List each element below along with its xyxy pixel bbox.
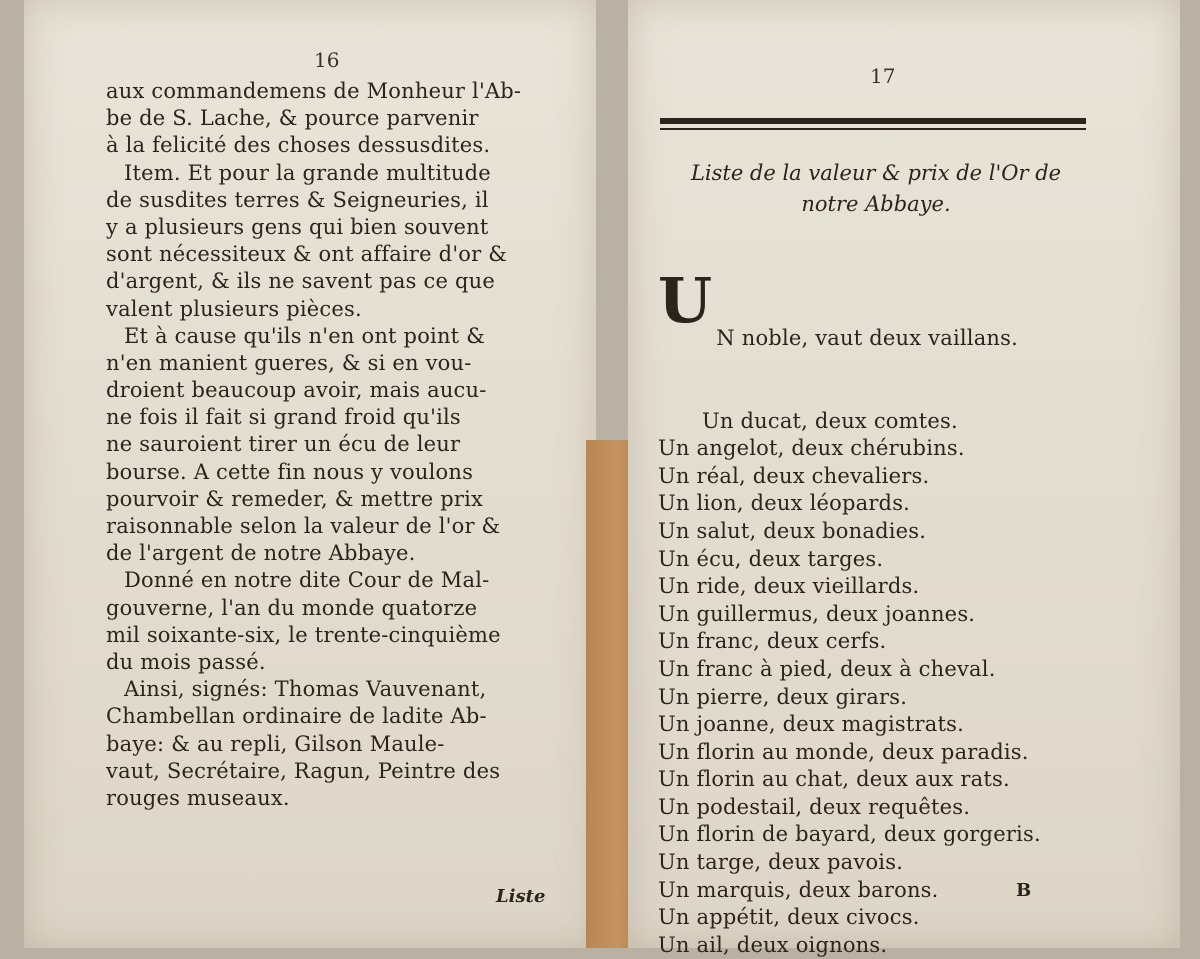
list-title-line: Liste de la valeur & prix de l'Or de	[690, 161, 1062, 185]
text-line: bourse. A cette fin nous y voulons	[106, 459, 474, 484]
text-line: Ainsi, signés: Thomas Vauvenant,	[124, 677, 487, 702]
text-line: Item. Et pour la grande multitude	[124, 160, 491, 185]
value-list	[658, 242, 1041, 959]
text-line: n'en manient gueres, & si en vou-	[106, 350, 472, 375]
text-line: y a plusieurs gens qui bien souvent	[106, 214, 489, 239]
double-rule-thin	[660, 128, 1086, 130]
text-line: de susdites terres & Seigneuries, il	[106, 187, 489, 212]
right-page	[628, 0, 1180, 957]
text-line: vaut, Secrétaire, Ragun, Peintre des	[106, 758, 501, 783]
page-number: 17	[870, 64, 896, 88]
list-item: Un réal, deux chevaliers.	[658, 463, 930, 488]
list-item: Un joanne, deux magistrats.	[658, 712, 964, 737]
list-item: Un ducat, deux comtes.	[702, 408, 958, 433]
left-page-text	[106, 78, 521, 812]
list-item: Un appétit, deux civocs.	[658, 905, 920, 930]
catchword: Liste	[496, 886, 546, 907]
drop-cap: U	[658, 263, 713, 337]
list-item: Un lion, deux léopards.	[658, 491, 911, 516]
text-line: be de S. Lache, & pource parvenir	[106, 106, 479, 131]
text-line: Chambellan ordinaire de ladite Ab-	[106, 704, 487, 729]
text-line: d'argent, & ils ne savent pas ce que	[106, 269, 495, 294]
list-item: Un florin au monde, deux paradis.	[658, 739, 1029, 764]
text-line: rouges museaux.	[106, 785, 290, 810]
list-item: Un écu, deux targes.	[658, 546, 884, 571]
text-line: pourvoir & remeder, & mettre prix	[106, 486, 484, 511]
text-line: à la felicité des choses dessusdites.	[106, 133, 491, 158]
list-item: Un guillermus, deux joannes.	[658, 601, 976, 626]
text-line: de l'argent de notre Abbaye.	[106, 541, 416, 566]
list-item: Un targe, deux pavois.	[658, 850, 904, 875]
list-item: N noble, vaut deux vaillans.	[716, 325, 1019, 350]
list-item: Un angelot, deux chérubins.	[658, 436, 965, 461]
text-line: aux commandemens de Monheur l'Ab-	[106, 79, 522, 103]
signature-mark: B	[1016, 880, 1032, 901]
text-line: raisonnable selon la valeur de l'or &	[106, 514, 501, 538]
list-item: Un salut, deux bonadies.	[658, 518, 927, 543]
text-line: gouverne, l'an du monde quatorze	[106, 595, 478, 620]
text-line: valent plusieurs pièces.	[106, 296, 362, 321]
text-line: du mois passé.	[106, 649, 266, 674]
text-line: sont nécessiteux & ont affaire d'or &	[106, 242, 508, 267]
list-item: Un florin de bayard, deux gorgeris.	[658, 822, 1041, 847]
left-page	[24, 0, 596, 948]
list-title-line: notre Abbaye.	[801, 192, 951, 216]
text-line: ne sauroient tirer un écu de leur	[106, 432, 461, 457]
text-line: baye: & au repli, Gilson Maule-	[106, 731, 445, 756]
text-line: ne fois il fait si grand froid qu'ils	[106, 405, 461, 430]
list-item: Un pierre, deux girars.	[658, 684, 908, 709]
list-item: Un marquis, deux barons.	[658, 877, 939, 902]
list-title	[656, 158, 1096, 220]
list-item: Un franc à pied, deux à cheval.	[658, 656, 996, 681]
list-item: Un ail, deux oignons.	[658, 932, 888, 957]
list-item: Un florin au chat, deux aux rats.	[658, 767, 1010, 792]
list-item: Un ride, deux vieillards.	[658, 574, 920, 599]
text-line: mil soixante-six, le trente-cinquième	[106, 622, 501, 647]
page-number: 16	[314, 48, 340, 72]
double-rule-thick	[660, 118, 1086, 124]
text-line: Et à cause qu'ils n'en ont point &	[124, 323, 486, 348]
text-line: droient beaucoup avoir, mais aucu-	[106, 378, 487, 403]
list-item: Un franc, deux cerfs.	[658, 629, 887, 654]
list-item: Un podestail, deux requêtes.	[658, 794, 971, 819]
text-line: Donné en notre dite Cour de Mal-	[124, 568, 490, 593]
